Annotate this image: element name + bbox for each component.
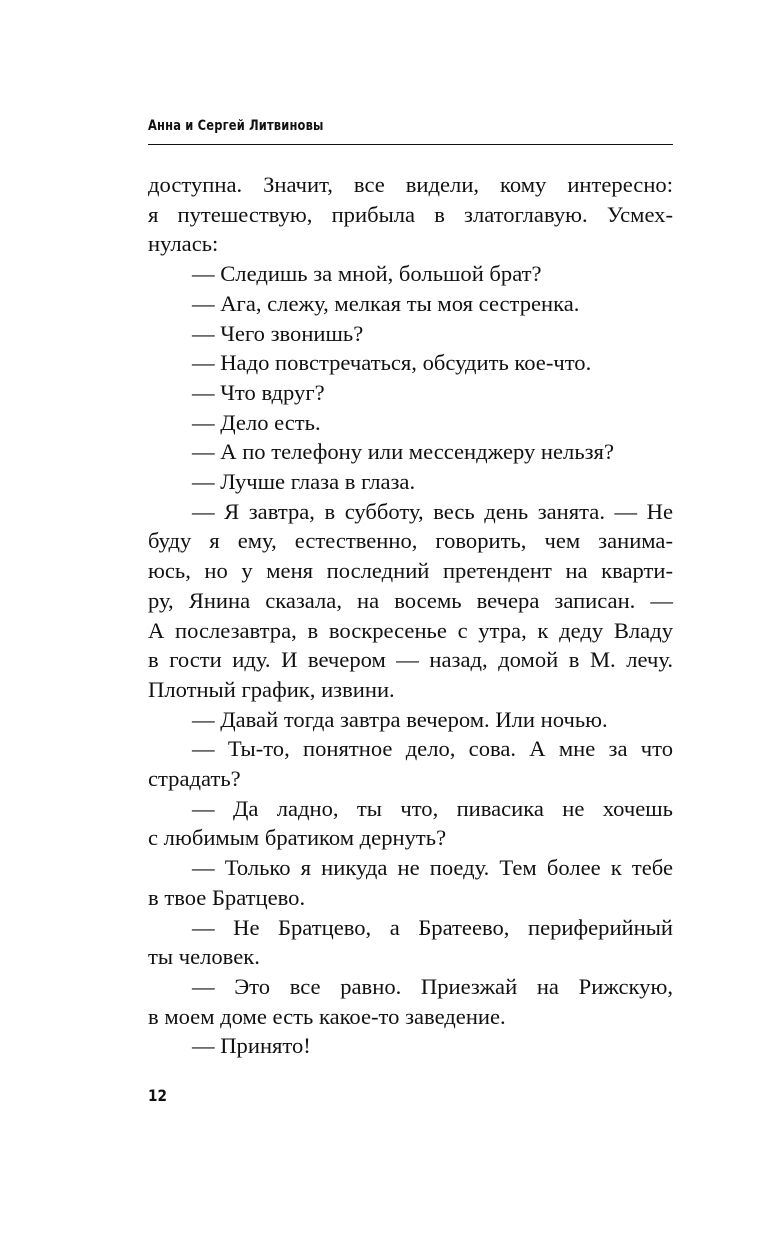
text-line: в моем доме есть какое-то заведение. xyxy=(148,1003,506,1029)
text-line: — Ага, слежу, мелкая ты моя сестренка. xyxy=(192,290,580,316)
text-line: — Надо повстречаться, обсудить кое-что. xyxy=(192,350,592,376)
text-line: — Лучше глаза в глаза. xyxy=(192,469,416,495)
text-line: — Не Братцево, а Братеево, периферийный xyxy=(192,914,673,940)
text-line: ты человек. xyxy=(148,944,260,970)
text-line: — Да ладно, ты что, пивасика не хочешь xyxy=(192,795,673,821)
text-line: — Что вдруг? xyxy=(192,379,325,405)
text-line: нулась: xyxy=(148,231,219,257)
text-line: — Давай тогда завтра вечером. Или ночью. xyxy=(192,706,608,732)
page-body-text xyxy=(148,170,673,1061)
text-line: доступна. Значит, все видели, кому интересно: xyxy=(148,172,673,197)
text-line: в твое Братцево. xyxy=(148,884,306,910)
text-line: — А по телефону или мессенджеру нельзя? xyxy=(192,439,614,465)
text-line: — Принято! xyxy=(192,1033,311,1059)
text-line: Плотный график, извини. xyxy=(148,676,395,702)
running-title: Анна и Сергей Литвиновы xyxy=(148,118,324,134)
running-header xyxy=(148,117,673,145)
page-number: 12 xyxy=(148,1086,167,1105)
text-line: — Только я никуда не поеду. Тем более к тебе xyxy=(192,855,673,881)
text-line: — Я завтра, в субботу, весь день занята. — Не xyxy=(192,498,673,524)
text-line: страдать? xyxy=(148,766,241,792)
text-line: — Следишь за мной, большой брат? xyxy=(192,261,542,287)
text-line: — Дело есть. xyxy=(192,409,321,435)
text-line: я путешествую, прибыла в златоглавую. Усмех- xyxy=(148,201,673,227)
text-line: — Ты-то, понятное дело, сова. А мне за что xyxy=(192,736,673,762)
text-line: А послезавтра, в воскресенье с утра, к деду Владу xyxy=(148,617,673,643)
text-line: — Чего звонишь? xyxy=(192,320,364,346)
text-line: буду я ему, естественно, говорить, чем занима- xyxy=(148,528,673,554)
text-line: в гости иду. И вечером — назад, домой в М. лечу. xyxy=(148,647,673,673)
text-line: юсь, но у меня последний претендент на кварти- xyxy=(148,558,673,584)
text-line: — Это все равно. Приезжай на Рижскую, xyxy=(192,973,673,999)
text-line: с любимым братиком дернуть? xyxy=(148,825,447,851)
text-line: ру, Янина сказала, на восемь вечера записан. — xyxy=(148,587,673,613)
